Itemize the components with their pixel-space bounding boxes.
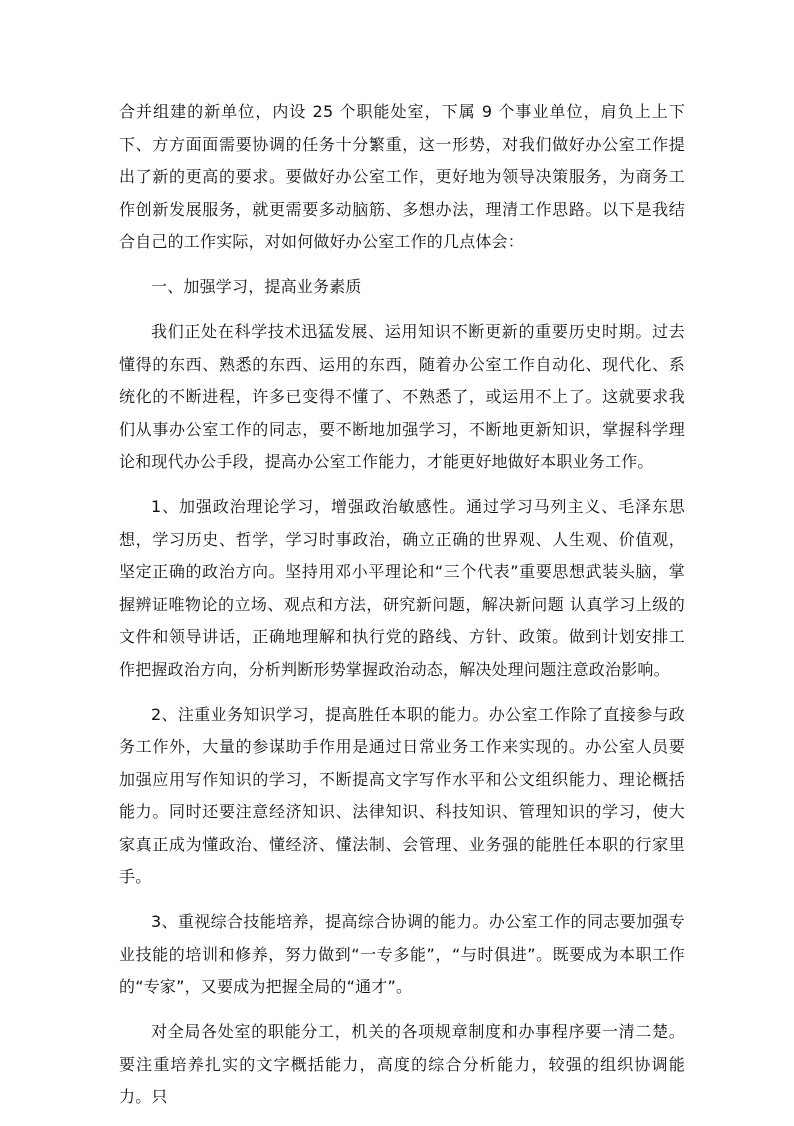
paragraph-point-1-political-theory: 1、加强政治理论学习，增强政治敏感性。通过学习马列主义、毛泽东思想，学习历史、哲学，学习时事政治，确立正确的世界观、人生观、价值观，坚定正确的政治方向。坚持用邓小平理论和“三个代表”重要思想武装头脑，掌握辨证唯物论的立场、观点和方法，研究新问题，解决新问题 认真学习上级的文件和领导讲话，正确地理解和执行党的路线、方针、政策。做到计划安排工作把握政治方向，分析判断形势掌握政治动态，解决处理问题注意政治影响。	[119, 497, 685, 679]
paragraph-intro-continuation: 合并组建的新单位，内设 25 个职能处室，下属 9 个事业单位，肩负上上下下、方方面面需要协调的任务十分繁重，这一形势，对我们做好办公室工作提出了新的更高的要求。要做好办公室工作，更好地为领导决策服务，为商务工作创新发展服务，就更需要多动脑筋、多想办法，理清工作思路。以下是我结合自己的工作实际，对如何做好办公室工作的几点体会：	[119, 102, 685, 251]
paragraph-point-2-business-knowledge: 2、注重业务知识学习，提高胜任本职的能力。办公室工作除了直接参与政务工作外，大量的参谋助手作用是通过日常业务工作来实现的。办公室人员要加强应用写作知识的学习，不断提高文字写作水平和公文组织能力、理论概括能力。同时还要注意经济知识、法律知识、科技知识、管理知识的学习，使大家真正成为懂政治、懂经济、懂法制、会管理、业务强的能胜任本职的行家里手。	[119, 704, 685, 886]
paragraph-learning-era: 我们正处在科学技术迅猛发展、运用知识不断更新的重要历史时期。过去懂得的东西、熟悉的东西、运用的东西，随着办公室工作自动化、现代化、系统化的不断进程，许多已变得不懂了、不熟悉了，或运用不上了。这就要求我们从事办公室工作的同志，要不断地加强学习，不断地更新知识，掌握科学理论和现代办公手段，提高办公室工作能力，才能更好地做好本职业务工作。	[119, 322, 685, 471]
document-body	[119, 96, 685, 1126]
paragraph-point-3-comprehensive-skills: 3、重视综合技能培养，提高综合协调的能力。办公室工作的同志要加强专业技能的培训和修养，努力做到“一专多能”，“与时俱进”。既要成为本职工作的“专家”，又要成为把握全局的“通才”。	[119, 912, 685, 996]
section-heading-1: 一、加强学习，提高业务素质	[151, 277, 362, 296]
paragraph-department-functions: 对全局各处室的职能分工，机关的各项规章制度和办事程序要一清二楚。要注重培养扎实的文字概括能力，高度的综合分析能力，较强的组织协调能力。只	[119, 1022, 685, 1106]
